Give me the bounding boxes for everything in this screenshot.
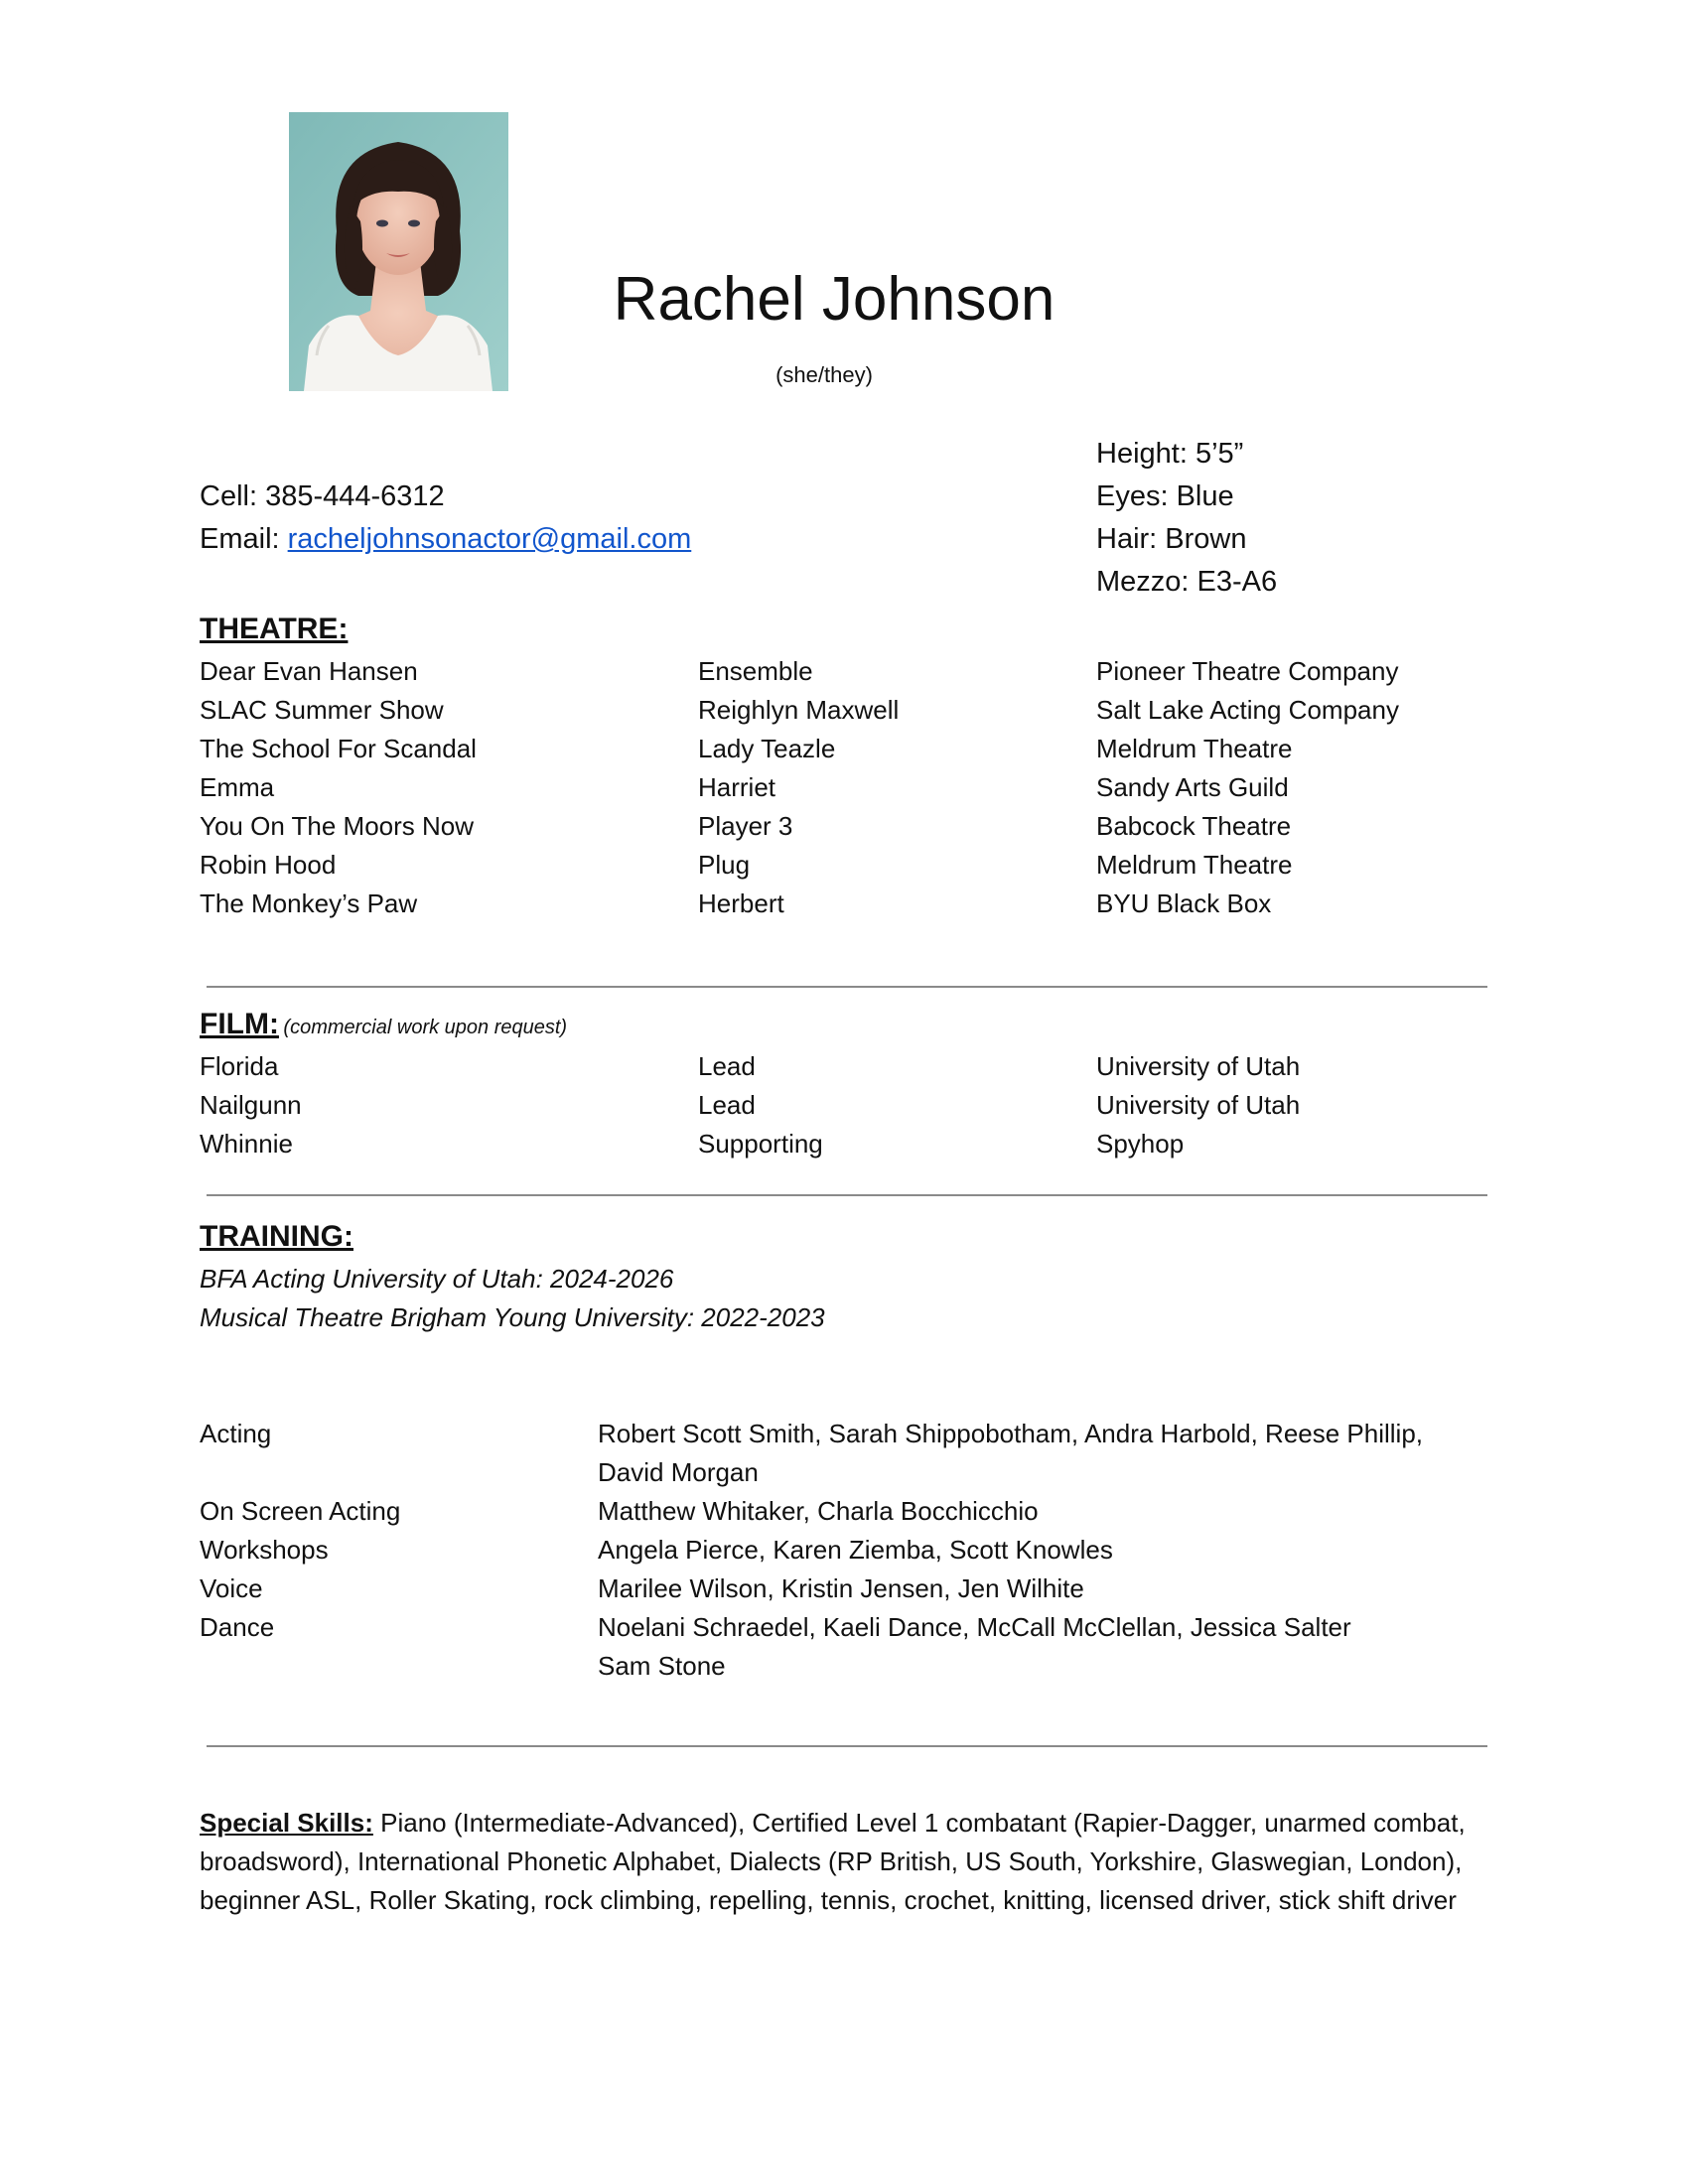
candidate-name: Rachel Johnson: [613, 265, 1055, 334]
credit-company: Spyhop: [1096, 1129, 1185, 1159]
email-label: Email:: [200, 523, 280, 555]
credit-company: University of Utah: [1096, 1051, 1301, 1081]
credit-company: BYU Black Box: [1096, 888, 1272, 918]
credit-company: Babcock Theatre: [1096, 811, 1292, 841]
cell-number: 385-444-6312: [265, 480, 445, 512]
theatre-row: [0, 807, 1688, 846]
credit-company: Pioneer Theatre Company: [1096, 656, 1399, 686]
credit-title: The Monkey’s Paw: [200, 888, 418, 918]
stat-voice: Mezzo: E3-A6: [1096, 566, 1278, 598]
film-heading: FILM:: [200, 1008, 279, 1040]
credit-role: Reighlyn Maxwell: [698, 695, 900, 725]
contact-cell: [200, 476, 445, 518]
degree-line: Musical Theatre Brigham Young University: 2022-2023: [200, 1302, 825, 1332]
credit-company: University of Utah: [1096, 1090, 1301, 1120]
pronouns: (she/they): [775, 362, 873, 387]
contact-email: [200, 518, 691, 561]
instructors-line: Sam Stone: [598, 1651, 726, 1681]
stat-height: Height: 5’5”: [1096, 438, 1244, 470]
section-divider: [207, 1194, 1487, 1196]
headshot-photo: [289, 112, 508, 391]
theatre-heading: THEATRE:: [200, 613, 349, 645]
theatre-row: [0, 652, 1688, 691]
theatre-row: [0, 768, 1688, 807]
credit-role: Herbert: [698, 888, 784, 918]
film-heading-line: [200, 1005, 567, 1044]
instructors-line: David Morgan: [598, 1457, 759, 1487]
credit-title: Robin Hood: [200, 850, 337, 880]
training-category: Workshops: [200, 1535, 329, 1565]
film-row: [0, 1125, 1688, 1163]
credit-title: Dear Evan Hansen: [200, 656, 418, 686]
section-divider: [207, 986, 1487, 988]
skills-text: Piano (Intermediate-Advanced), Certified Level 1 combatant (Rapier-Dagger, unarmed combat, broadsword), International Phonetic Alphabet, Dialects (RP British, US South, Yorkshire, Glaswegian, London), beginner ASL, Roller Skating, rock climbing, repelling, tennis, crochet, knitting, licensed driver, stick shift driver: [200, 1808, 1466, 1915]
cell-label: Cell:: [200, 480, 258, 512]
credit-title: You On The Moors Now: [200, 811, 475, 841]
section-divider: [207, 1745, 1487, 1747]
film-note: (commercial work upon request): [283, 1017, 568, 1038]
instructors-line: Matthew Whitaker, Charla Bocchicchio: [598, 1496, 1039, 1526]
training-category: On Screen Acting: [200, 1496, 401, 1526]
credit-title: Florida: [200, 1051, 279, 1081]
training-heading: TRAINING:: [200, 1220, 353, 1253]
credit-title: Whinnie: [200, 1129, 293, 1159]
training-category: Acting: [200, 1419, 272, 1448]
credit-company: Salt Lake Acting Company: [1096, 695, 1399, 725]
credit-role: Lead: [698, 1090, 756, 1120]
credit-company: Sandy Arts Guild: [1096, 772, 1289, 802]
credit-title: Nailgunn: [200, 1090, 302, 1120]
skills-label: Special Skills:: [200, 1808, 373, 1838]
theatre-row: [0, 730, 1688, 768]
instructors-line: Noelani Schraedel, Kaeli Dance, McCall McClellan, Jessica Salter: [598, 1612, 1351, 1642]
instructors-line: Robert Scott Smith, Sarah Shippobotham, Andra Harbold, Reese Phillip,: [598, 1419, 1424, 1448]
credit-role: Lady Teazle: [698, 734, 836, 763]
credit-title: The School For Scandal: [200, 734, 477, 763]
credit-role: Harriet: [698, 772, 776, 802]
training-category: Voice: [200, 1573, 263, 1603]
credit-role: Supporting: [698, 1129, 823, 1159]
degree-line: BFA Acting University of Utah: 2024-2026: [200, 1264, 674, 1294]
instructors-line: Marilee Wilson, Kristin Jensen, Jen Wilhite: [598, 1573, 1084, 1603]
credit-role: Player 3: [698, 811, 793, 841]
stat-hair: Hair: Brown: [1096, 523, 1247, 555]
credit-company: Meldrum Theatre: [1096, 850, 1293, 880]
instructors-line: Angela Pierce, Karen Ziemba, Scott Knowles: [598, 1535, 1113, 1565]
credit-role: Plug: [698, 850, 751, 880]
credit-role: Ensemble: [698, 656, 813, 686]
training-instructors: [598, 1415, 1491, 1492]
stat-eyes: Eyes: Blue: [1096, 480, 1234, 512]
training-instructors: [598, 1608, 1491, 1686]
credit-title: SLAC Summer Show: [200, 695, 444, 725]
film-row: [0, 1047, 1688, 1086]
credit-company: Meldrum Theatre: [1096, 734, 1293, 763]
film-row: [0, 1086, 1688, 1125]
theatre-row: [0, 691, 1688, 730]
training-category: Dance: [200, 1612, 275, 1642]
credit-role: Lead: [698, 1051, 756, 1081]
email-link[interactable]: racheljohnsonactor@gmail.com: [287, 523, 692, 555]
theatre-row: [0, 846, 1688, 885]
theatre-row: [0, 885, 1688, 923]
special-skills: [200, 1804, 1490, 1920]
credit-title: Emma: [200, 772, 275, 802]
